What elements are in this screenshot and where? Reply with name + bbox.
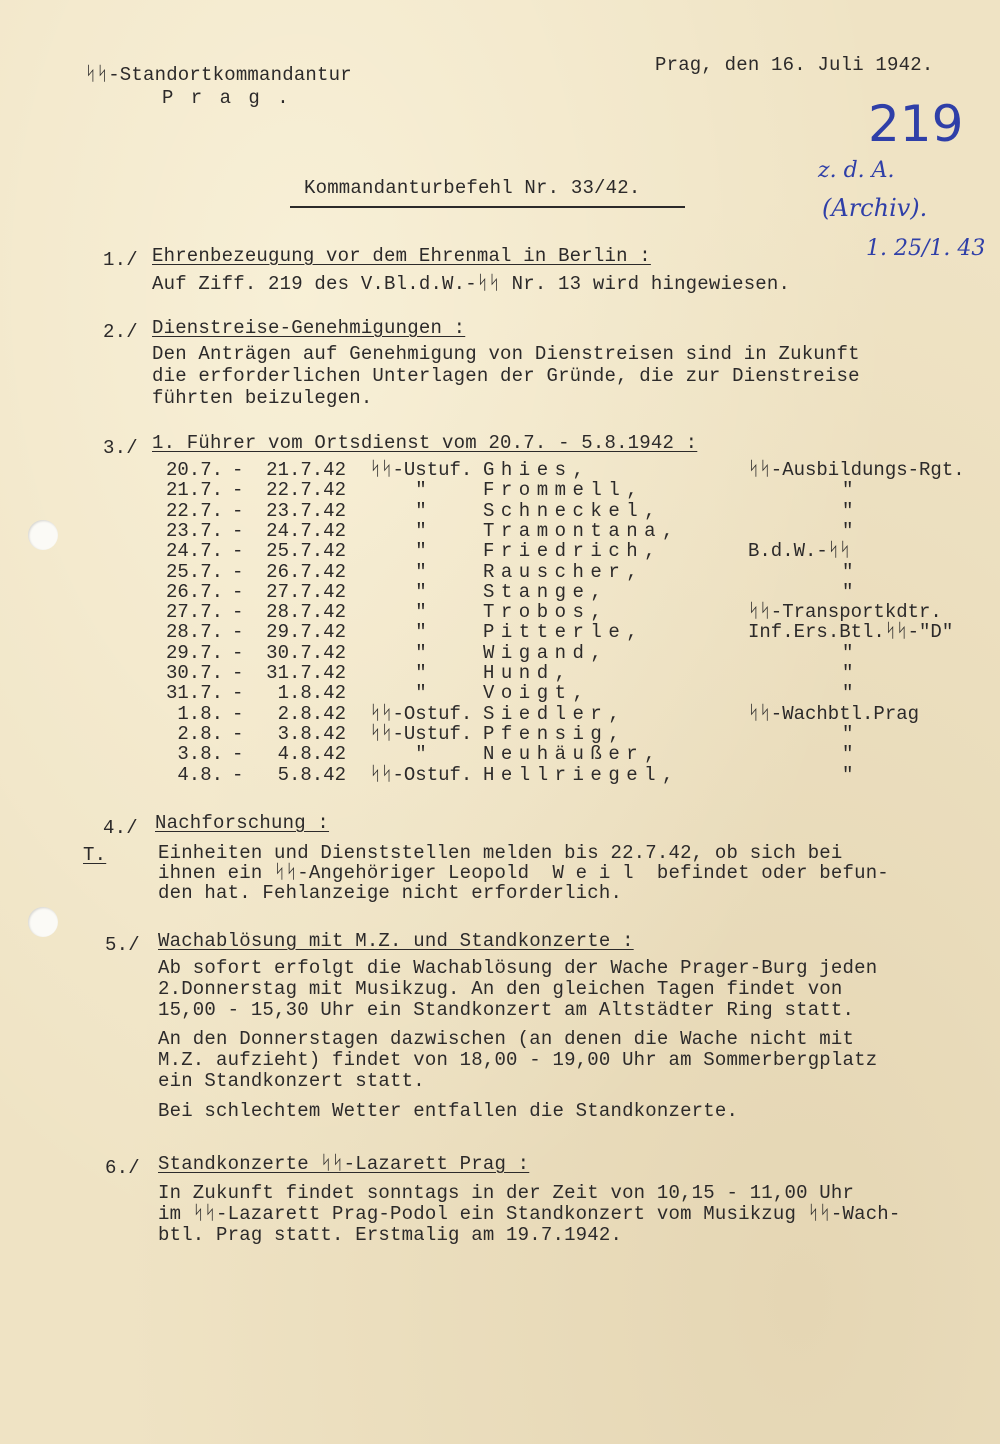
roster-name-text: Frommell <box>483 479 627 502</box>
item-text: den hat. Fehlanzeige nicht erforderlich. <box>158 882 623 904</box>
roster-to-date: 30.7.42 <box>266 641 346 664</box>
duty-roster-row <box>0 683 1000 703</box>
roster-from-date: 21.7. <box>165 479 223 502</box>
title-rule <box>290 206 685 208</box>
duty-roster-row <box>0 724 1000 744</box>
duty-roster-row <box>0 480 1000 500</box>
roster-dash: - <box>232 743 244 766</box>
duty-roster-row <box>0 765 1000 785</box>
roster-separator: , <box>608 722 627 745</box>
item-number: 1./ <box>103 249 138 271</box>
duty-roster-row <box>0 521 1000 541</box>
roster-separator: , <box>626 560 645 583</box>
roster-dash: - <box>232 479 244 502</box>
roster-to-date: 22.7.42 <box>266 479 346 502</box>
roster-to-date: 5.8.42 <box>277 763 346 786</box>
roster-rank: " <box>415 743 427 766</box>
roster-separator: , <box>644 743 663 766</box>
item-number: 6./ <box>105 1157 140 1179</box>
order-title: Kommandanturbefehl Nr. 33/42. <box>304 177 641 199</box>
roster-name <box>483 663 573 683</box>
roster-dash: - <box>232 580 244 603</box>
item-text: die erforderlichen Unterlagen der Gründe, die zur Dienstreise <box>152 365 860 387</box>
roster-separator: , <box>644 540 663 563</box>
punch-hole <box>28 907 58 937</box>
roster-unit: ᛋᛋ-Wachbtl.Prag <box>748 702 920 725</box>
item-text: An den Donnerstagen dazwischen (an denen die Wache nicht mit <box>158 1028 855 1050</box>
item-text: 15,00 - 15,30 Uhr ein Standkonzert am Altstädter Ring statt. <box>158 999 855 1021</box>
roster-unit: " <box>842 743 854 766</box>
item-heading: Ehrenbezeugung vor dem Ehrenmal in Berlin : <box>152 245 651 267</box>
item-text: Den Anträgen auf Genehmigung von Dienstreisen sind in Zukunft <box>152 343 860 365</box>
roster-name <box>483 724 626 744</box>
roster-name-text: Hund <box>483 662 555 684</box>
roster-dash: - <box>232 702 244 725</box>
roster-dash: - <box>232 459 244 481</box>
document-date: Prag, den 16. Juli 1942. <box>655 54 934 76</box>
roster-rank: ᛋᛋ-Ustuf. <box>369 722 473 745</box>
item-text: Ab sofort erfolgt die Wachablösung der Wache Prager-Burg jeden <box>158 957 878 979</box>
item-text: Auf Ziff. 219 des V.Bl.d.W.-ᛋᛋ Nr. 13 wird hingewiesen. <box>152 273 791 295</box>
roster-unit: " <box>842 682 854 705</box>
roster-rank: " <box>415 641 427 664</box>
roster-rank: " <box>415 519 427 542</box>
roster-to-date: 23.7.42 <box>266 499 346 522</box>
roster-dash: - <box>232 763 244 786</box>
item-text: 2.Donnerstag mit Musikzug. An den gleichen Tagen findet von <box>158 978 843 1000</box>
item-text: Bei schlechtem Wetter entfallen die Standkonzerte. <box>158 1100 739 1122</box>
roster-name <box>483 521 680 541</box>
duty-roster-row <box>0 622 1000 642</box>
roster-to-date: 21.7.42 <box>266 459 346 481</box>
roster-to-date: 2.8.42 <box>277 702 346 725</box>
roster-rank: " <box>415 499 427 522</box>
roster-unit: " <box>842 560 854 583</box>
roster-name-text: Wigand <box>483 641 591 664</box>
roster-from-date: 20.7. <box>165 459 223 481</box>
roster-to-date: 25.7.42 <box>266 540 346 563</box>
roster-name-text: Trobos <box>483 601 591 624</box>
item-heading: Standkonzerte ᛋᛋ-Lazarett Prag : <box>158 1153 530 1175</box>
handwritten-note: (Archiv). <box>822 194 928 222</box>
item-text: M.Z. aufzieht) findet von 18,00 - 19,00 Uhr am Sommerbergplatz <box>158 1049 878 1071</box>
roster-name <box>483 765 680 785</box>
item-heading: Nachforschung : <box>155 812 330 834</box>
roster-to-date: 1.8.42 <box>277 682 346 705</box>
roster-separator: , <box>662 763 680 786</box>
roster-name-text: Rauscher <box>483 560 627 583</box>
duty-roster-row <box>0 460 1000 480</box>
roster-unit: B.d.W.-ᛋᛋ <box>748 540 851 563</box>
roster-name <box>483 582 608 602</box>
roster-dash: - <box>232 519 244 542</box>
roster-to-date: 4.8.42 <box>277 743 346 766</box>
roster-name-text: Siedler <box>483 702 609 725</box>
roster-from-date: 22.7. <box>165 499 223 522</box>
roster-name <box>483 643 608 663</box>
roster-name-text: Voigt <box>483 682 573 705</box>
roster-name <box>483 704 626 724</box>
roster-from-date: 2.8. <box>177 722 223 745</box>
duty-roster-row <box>0 704 1000 724</box>
roster-unit: ᛋᛋ-Ausbildungs-Rgt. <box>748 459 965 481</box>
roster-dash: - <box>232 662 244 684</box>
roster-dash: - <box>232 682 244 705</box>
roster-to-date: 27.7.42 <box>266 580 346 603</box>
roster-rank: ᛋᛋ-Ustuf. <box>369 459 473 481</box>
roster-from-date: 25.7. <box>165 560 223 583</box>
roster-from-date: 29.7. <box>165 641 223 664</box>
duty-roster-row <box>0 663 1000 683</box>
roster-to-date: 3.8.42 <box>277 722 346 745</box>
roster-separator: , <box>572 682 591 705</box>
item-text: In Zukunft findet sonntags in der Zeit von 10,15 - 11,00 Uhr <box>158 1182 855 1204</box>
duty-roster-row <box>0 643 1000 663</box>
roster-rank: " <box>415 601 427 624</box>
office-name: ᛋᛋ-Standortkommandantur <box>85 64 352 86</box>
roster-name <box>483 562 644 582</box>
roster-rank: " <box>415 682 427 705</box>
item-number: 5./ <box>105 934 140 956</box>
item-number: 4./ <box>103 817 138 839</box>
roster-dash: - <box>232 560 244 583</box>
roster-unit: " <box>842 641 854 664</box>
roster-name <box>483 541 662 561</box>
roster-unit: " <box>842 580 854 603</box>
roster-name-text: Pfensig <box>483 722 609 745</box>
item-text: ihnen ein ᛋᛋ-Angehöriger Leopold W e i l befindet oder befun- <box>158 862 889 884</box>
roster-rank: ᛋᛋ-Ostuf. <box>369 702 473 725</box>
roster-dash: - <box>232 722 244 745</box>
roster-rank: " <box>415 540 427 563</box>
roster-to-date: 28.7.42 <box>266 601 346 624</box>
roster-unit: Inf.Ers.Btl.ᛋᛋ-"D" <box>748 621 954 644</box>
roster-dash: - <box>232 601 244 624</box>
roster-unit: " <box>842 519 854 542</box>
item-number: 2./ <box>103 321 138 343</box>
roster-from-date: 26.7. <box>165 580 223 603</box>
roster-name <box>483 480 644 500</box>
roster-name <box>483 683 590 703</box>
item-text: Einheiten und Dienststellen melden bis 22.7.42, ob sich bei <box>158 842 843 864</box>
roster-name <box>483 602 608 622</box>
roster-separator: , <box>590 641 609 664</box>
roster-separator: , <box>554 662 573 684</box>
roster-name-text: Neuhäußer <box>483 743 645 766</box>
roster-from-date: 23.7. <box>165 519 223 542</box>
roster-dash: - <box>232 540 244 563</box>
roster-to-date: 31.7.42 <box>266 662 346 684</box>
roster-from-date: 28.7. <box>165 621 223 644</box>
item-text: ein Standkonzert statt. <box>158 1070 425 1092</box>
roster-separator: , <box>644 499 663 522</box>
roster-from-date: 27.7. <box>165 601 223 624</box>
roster-name <box>483 460 590 480</box>
handwritten-note: z. d. A. <box>818 158 895 183</box>
roster-to-date: 29.7.42 <box>266 621 346 644</box>
roster-unit: " <box>842 479 854 502</box>
duty-roster-row <box>0 501 1000 521</box>
duty-roster-row <box>0 582 1000 602</box>
roster-rank: " <box>415 662 427 684</box>
distribution-marker: T. <box>83 844 107 866</box>
roster-unit: " <box>842 722 854 745</box>
roster-name <box>483 501 662 521</box>
roster-unit: " <box>842 763 854 786</box>
item-heading: 1. Führer vom Ortsdienst vom 20.7. - 5.8.1942 : <box>152 432 698 454</box>
roster-rank: ᛋᛋ-Ostuf. <box>369 763 473 786</box>
roster-from-date: 3.8. <box>177 743 223 766</box>
roster-rank: " <box>415 621 427 644</box>
roster-name-text: Schneckel <box>483 499 645 522</box>
roster-unit: " <box>842 662 854 684</box>
roster-rank: " <box>415 580 427 603</box>
roster-separator: , <box>626 479 645 502</box>
duty-roster-row <box>0 562 1000 582</box>
roster-dash: - <box>232 621 244 644</box>
roster-name <box>483 744 662 764</box>
roster-dash: - <box>232 641 244 664</box>
duty-roster-row <box>0 602 1000 622</box>
handwritten-note: 1. 25/1. 43 <box>866 236 986 261</box>
duty-roster-row <box>0 744 1000 764</box>
roster-unit: " <box>842 499 854 522</box>
roster-unit: ᛋᛋ-Transportkdtr. <box>748 601 942 624</box>
roster-separator: , <box>608 702 627 725</box>
roster-from-date: 4.8. <box>177 763 223 786</box>
duty-roster-row <box>0 541 1000 561</box>
roster-name-text: Tramontana <box>483 519 663 542</box>
roster-to-date: 26.7.42 <box>266 560 346 583</box>
item-heading: Wachablösung mit M.Z. und Standkonzerte : <box>158 930 634 952</box>
roster-to-date: 24.7.42 <box>266 519 346 542</box>
roster-from-date: 24.7. <box>165 540 223 563</box>
roster-separator: , <box>590 601 609 624</box>
roster-dash: - <box>232 499 244 522</box>
roster-separator: , <box>590 580 609 603</box>
roster-from-date: 30.7. <box>165 662 223 684</box>
item-number: 3./ <box>103 437 138 459</box>
roster-rank: " <box>415 560 427 583</box>
roster-from-date: 1.8. <box>177 702 223 725</box>
roster-name <box>483 622 644 642</box>
roster-from-date: 31.7. <box>165 682 223 705</box>
roster-name-text: Pitterle <box>483 621 627 644</box>
roster-rank: " <box>415 479 427 502</box>
item-text: btl. Prag statt. Erstmalig am 19.7.1942. <box>158 1224 623 1246</box>
roster-name-text: Stange <box>483 580 591 603</box>
handwritten-reference-number: 219 <box>868 95 964 153</box>
roster-separator: , <box>662 519 680 542</box>
item-heading: Dienstreise-Genehmigungen : <box>152 317 466 339</box>
item-text: führten beizulegen. <box>152 387 373 409</box>
roster-name-text: Hellriegel <box>483 763 663 786</box>
item-text: im ᛋᛋ-Lazarett Prag-Podol ein Standkonzert vom Musikzug ᛋᛋ-Wach- <box>158 1203 901 1225</box>
roster-name-text: Ghies <box>483 459 573 481</box>
roster-name-text: Friedrich <box>483 540 645 563</box>
office-city: P r a g . <box>162 87 292 109</box>
roster-separator: , <box>626 621 645 644</box>
roster-separator: , <box>572 459 591 481</box>
